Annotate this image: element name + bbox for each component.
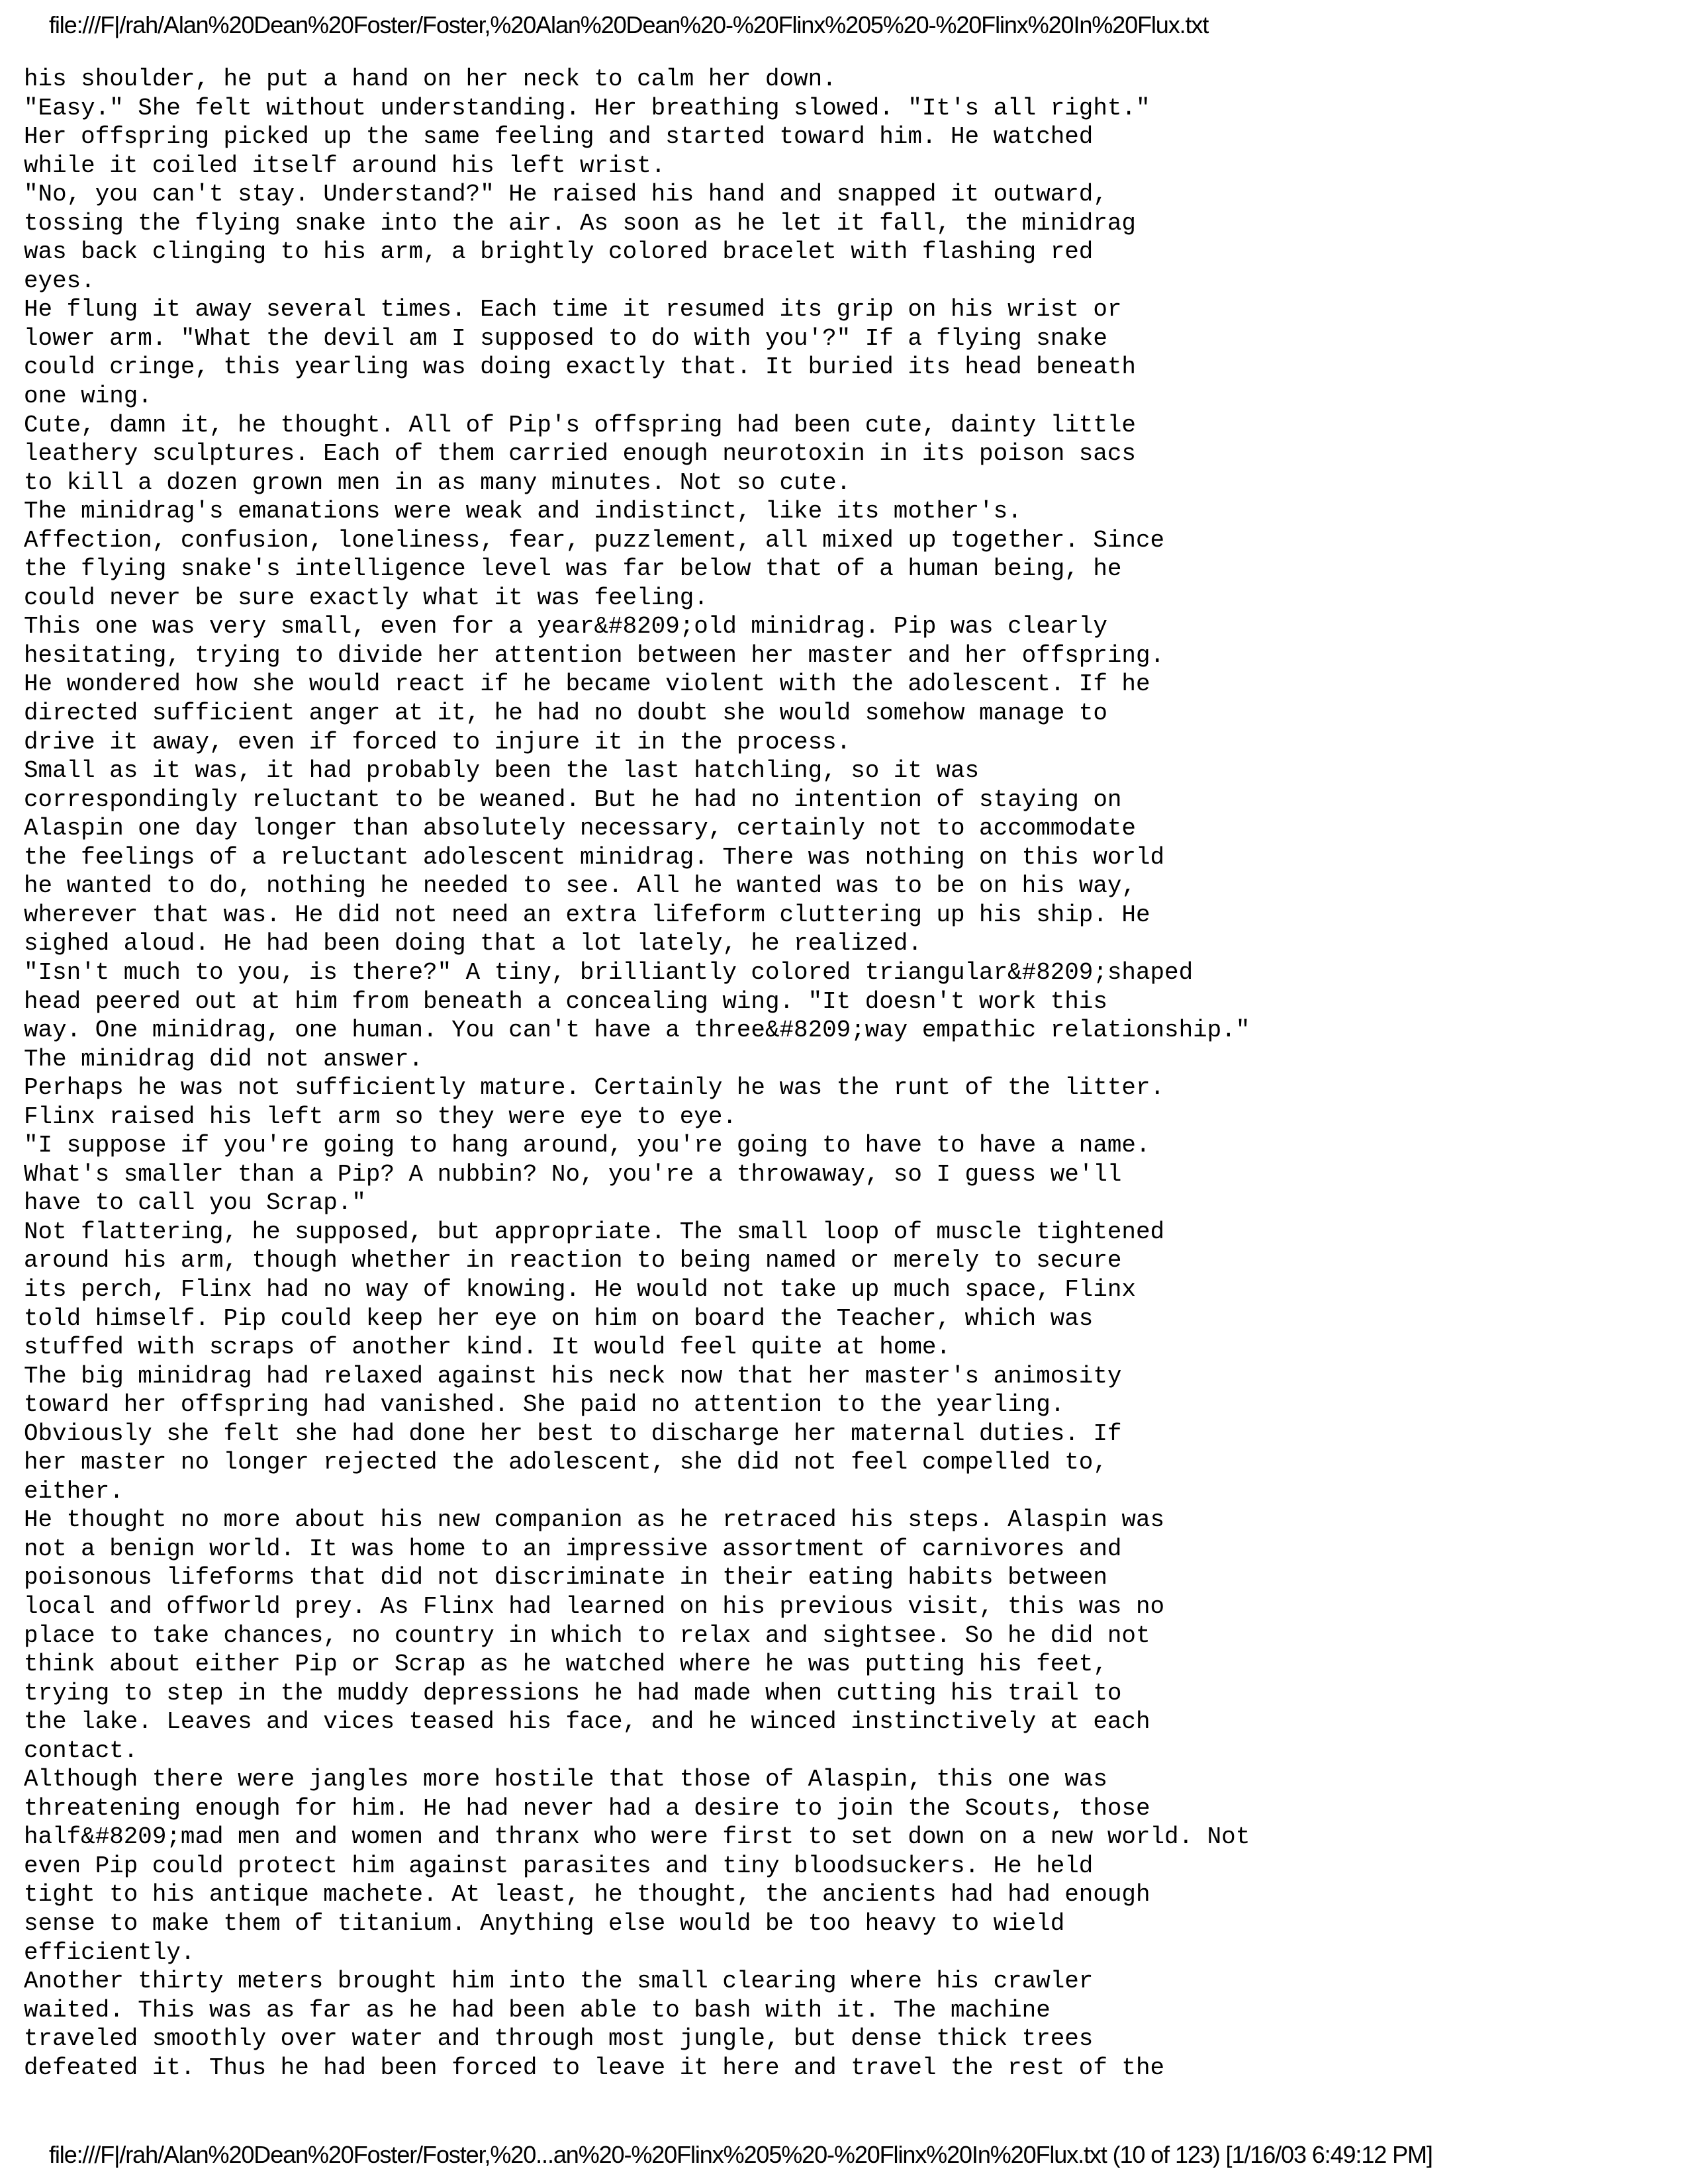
document-body bbox=[24, 65, 1250, 2082]
text-line: efficiently. bbox=[24, 1938, 195, 1966]
text-line: could cringe, this yearling was doing exactly that. It buried its head beneath bbox=[24, 353, 1136, 381]
text-line: correspondingly reluctant to be weaned. But he had no intention of staying on bbox=[24, 786, 1122, 813]
text-line: Although there were jangles more hostile that those of Alaspin, this one was bbox=[24, 1766, 1107, 1794]
text-line: Obviously she felt she had done her best to discharge her maternal duties. If bbox=[24, 1420, 1122, 1447]
text-line: Cute, damn it, he thought. All of Pip's offspring had been cute, dainty little bbox=[24, 411, 1136, 439]
text-line: He wondered how she would react if he became violent with the adolescent. If he bbox=[24, 670, 1150, 698]
footer-timestamp: [1/16/03 6:49:12 PM] bbox=[1225, 2141, 1432, 2168]
text-line: He flung it away several times. Each time it resumed its grip on his wrist or bbox=[24, 296, 1122, 324]
text-line: lower arm. "What the devil am I supposed to do with you'?" If a flying snake bbox=[24, 324, 1107, 352]
text-line: his shoulder, he put a hand on her neck to calm her down. bbox=[24, 66, 837, 93]
footer-file-path: file:///F|/rah/Alan%20Dean%20Foster/Foster,%20...an%20-%20Flinx%205%20-%20Flinx%20In%20Flux.txt bbox=[49, 2141, 1107, 2168]
text-line: to kill a dozen grown men in as many minutes. Not so cute. bbox=[24, 469, 851, 496]
text-line: hesitating, trying to divide her attention between her master and her offspring. bbox=[24, 641, 1165, 669]
text-line: wherever that was. He did not need an extra lifeform cluttering up his ship. He bbox=[24, 901, 1150, 929]
text-line: Alaspin one day longer than absolutely necessary, certainly not to accommodate bbox=[24, 815, 1136, 842]
text-line: Perhaps he was not sufficiently mature. Certainly he was the runt of the litter. bbox=[24, 1074, 1165, 1102]
text-line: Her offspring picked up the same feeling and started toward him. He watched bbox=[24, 123, 1094, 151]
text-line: either. bbox=[24, 1477, 124, 1505]
text-line: threatening enough for him. He had never had a desire to join the Scouts, those bbox=[24, 1794, 1150, 1822]
text-line: poisonous lifeforms that did not discriminate in their eating habits between bbox=[24, 1564, 1107, 1592]
text-line: he wanted to do, nothing he needed to see. All he wanted was to be on his way, bbox=[24, 872, 1136, 900]
text-line: have to call you Scrap." bbox=[24, 1189, 366, 1217]
text-line: around his arm, though whether in reaction to being named or merely to secure bbox=[24, 1247, 1122, 1275]
text-line: think about either Pip or Scrap as he watched where he was putting his feet, bbox=[24, 1651, 1107, 1678]
text-line: eyes. bbox=[24, 267, 95, 295]
text-line: her master no longer rejected the adolescent, she did not feel compelled to, bbox=[24, 1449, 1107, 1477]
text-line: not a benign world. It was home to an impressive assortment of carnivores and bbox=[24, 1535, 1122, 1563]
text-line: drive it away, even if forced to injure it in the process. bbox=[24, 728, 851, 756]
text-line: half&#8209;mad men and women and thranx who were first to set down on a new world. Not bbox=[24, 1823, 1250, 1851]
page-footer bbox=[49, 2139, 1432, 2171]
text-line: defeated it. Thus he had been forced to leave it here and travel the rest of the bbox=[24, 2054, 1165, 2081]
text-line: Affection, confusion, loneliness, fear, puzzlement, all mixed up together. Since bbox=[24, 526, 1165, 554]
text-line: The minidrag's emanations were weak and indistinct, like its mother's. bbox=[24, 498, 1022, 525]
text-line: "Easy." She felt without understanding. Her breathing slowed. "It's all right." bbox=[24, 94, 1150, 122]
footer-page-info: (10 of 123) bbox=[1112, 2141, 1220, 2168]
text-line: What's smaller than a Pip? A nubbin? No, you're a throwaway, so I guess we'll bbox=[24, 1160, 1122, 1188]
text-line: leathery sculptures. Each of them carried enough neurotoxin in its poison sacs bbox=[24, 440, 1136, 468]
text-line: tossing the flying snake into the air. As soon as he let it fall, the minidrag bbox=[24, 209, 1136, 237]
text-line: while it coiled itself around his left wrist. bbox=[24, 152, 666, 179]
text-line: way. One minidrag, one human. You can't have a three&#8209;way empathic relationship." bbox=[24, 1017, 1250, 1044]
text-line: This one was very small, even for a year&#8209;old minidrag. Pip was clearly bbox=[24, 613, 1107, 641]
text-line: traveled smoothly over water and through most jungle, but dense thick trees bbox=[24, 2025, 1094, 2053]
text-line: waited. This was as far as he had been able to bash with it. The machine bbox=[24, 1996, 1051, 2024]
text-line: contact. bbox=[24, 1737, 138, 1764]
text-line: head peered out at him from beneath a concealing wing. "It doesn't work this bbox=[24, 987, 1107, 1015]
text-line: sighed aloud. He had been doing that a lot lately, he realized. bbox=[24, 930, 922, 958]
text-line: one wing. bbox=[24, 383, 152, 410]
text-line: "Isn't much to you, is there?" A tiny, brilliantly colored triangular&#8209;shaped bbox=[24, 958, 1194, 986]
text-line: He thought no more about his new companion as he retraced his steps. Alaspin was bbox=[24, 1506, 1165, 1534]
text-line: directed sufficient anger at it, he had no doubt she would somehow manage to bbox=[24, 700, 1107, 727]
text-line: toward her offspring had vanished. She paid no attention to the yearling. bbox=[24, 1391, 1065, 1419]
text-line: "I suppose if you're going to hang around, you're going to have to have a name. bbox=[24, 1132, 1150, 1160]
text-line: its perch, Flinx had no way of knowing. He would not take up much space, Flinx bbox=[24, 1275, 1136, 1303]
text-line: the feelings of a reluctant adolescent minidrag. There was nothing on this world bbox=[24, 843, 1165, 871]
text-line: stuffed with scraps of another kind. It would feel quite at home. bbox=[24, 1334, 951, 1361]
text-line: was back clinging to his arm, a brightly colored bracelet with flashing red bbox=[24, 238, 1094, 266]
text-line: could never be sure exactly what it was feeling. bbox=[24, 584, 708, 612]
text-line: Flinx raised his left arm so they were eye to eye. bbox=[24, 1103, 737, 1130]
text-line: "No, you can't stay. Understand?" He raised his hand and snapped it outward, bbox=[24, 181, 1107, 208]
page-header bbox=[49, 9, 1208, 41]
text-line: Small as it was, it had probably been the last hatchling, so it was bbox=[24, 757, 980, 785]
text-line: sense to make them of titanium. Anything else would be too heavy to wield bbox=[24, 1910, 1065, 1937]
text-line: trying to step in the muddy depressions he had made when cutting his trail to bbox=[24, 1679, 1122, 1707]
text-line: tight to his antique machete. At least, he thought, the ancients had had enough bbox=[24, 1881, 1150, 1909]
text-line: Not flattering, he supposed, but appropriate. The small loop of muscle tightened bbox=[24, 1218, 1165, 1246]
text-line: Another thirty meters brought him into the small clearing where his crawler bbox=[24, 1968, 1094, 1995]
text-line: local and offworld prey. As Flinx had learned on his previous visit, this was no bbox=[24, 1592, 1165, 1620]
text-line: the lake. Leaves and vices teased his face, and he winced instinctively at each bbox=[24, 1708, 1150, 1736]
text-line: The big minidrag had relaxed against his neck now that her master's animosity bbox=[24, 1362, 1122, 1390]
text-line: the flying snake's intelligence level was far below that of a human being, he bbox=[24, 555, 1122, 583]
header-file-path: file:///F|/rah/Alan%20Dean%20Foster/Foster,%20Alan%20Dean%20-%20Flinx%205%20-%20Flinx%20In%20Flux.txt bbox=[49, 11, 1209, 38]
text-line: The minidrag did not answer. bbox=[24, 1045, 424, 1073]
text-line: even Pip could protect him against parasites and tiny bloodsuckers. He held bbox=[24, 1852, 1094, 1880]
text-line: told himself. Pip could keep her eye on him on board the Teacher, which was bbox=[24, 1304, 1094, 1332]
text-line: place to take chances, no country in which to relax and sightsee. So he did not bbox=[24, 1621, 1150, 1649]
